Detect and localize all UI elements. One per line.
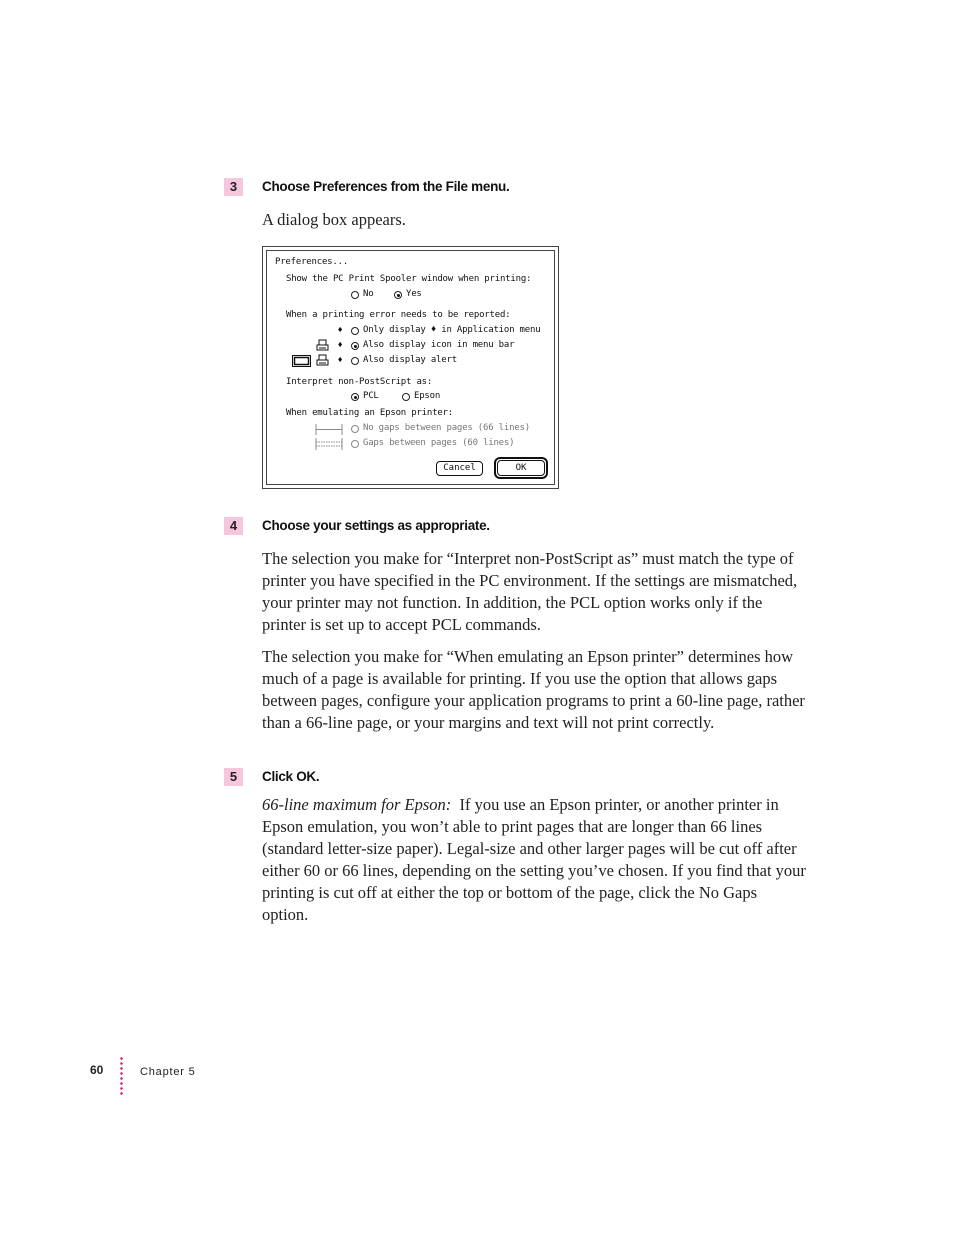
cancel-button[interactable]: Cancel xyxy=(436,461,483,476)
spooler-yes-label: Yes xyxy=(406,289,422,299)
step-note xyxy=(262,794,807,926)
interpret-epson-label: Epson xyxy=(414,391,441,401)
error-option-icon-menu-label: Also display icon in menu bar xyxy=(363,340,515,350)
diamond-icon: ♦ xyxy=(337,326,344,334)
step-number-badge: 5 xyxy=(224,768,243,786)
spooler-question: Show the PC Print Spooler window when printing: xyxy=(286,274,532,284)
alert-window-icon xyxy=(292,355,311,367)
chapter-label: Chapter 5 xyxy=(140,1066,196,1078)
note-text: If you use an Epson printer, or another printer in Epson emulation, you won’t able to print pages that are longer than 66 lines (standard letter-size paper). Legal-size and other larger pages will be cut off after either 60 or 66 lines, depending on the setting you’ve chosen. If you find that your printing is cut off at either the top or bottom of the page, click the No Gaps option. xyxy=(262,795,806,924)
preferences-dialog xyxy=(262,246,559,489)
step-paragraph: The selection you make for “Interpret non-PostScript as” must match the type of printer you have specified in the PC environment. If the settings are mismatched, your printer may not function. In addition, the PCL option works only if the printer is set up to accept PCL commands. xyxy=(262,549,798,634)
gaps-page-icon xyxy=(315,438,343,450)
no-gaps-page-icon xyxy=(315,424,343,435)
diamond-icon: ♦ xyxy=(337,356,344,364)
epson-gaps-radio[interactable] xyxy=(351,440,359,448)
epson-no-gaps-label: No gaps between pages (66 lines) xyxy=(363,423,530,433)
error-option-icon-menu-radio[interactable] xyxy=(351,342,359,350)
epson-question: When emulating an Epson printer: xyxy=(286,408,453,418)
spooler-no-label: No xyxy=(363,289,374,299)
step-text: A dialog box appears. xyxy=(262,210,406,229)
printer-icon xyxy=(316,339,329,352)
error-option-only-display-radio[interactable] xyxy=(351,327,359,335)
epson-no-gaps-radio[interactable] xyxy=(351,425,359,433)
epson-gaps-label: Gaps between pages (60 lines) xyxy=(363,438,515,448)
interpret-question: Interpret non-PostScript as: xyxy=(286,377,433,387)
interpret-epson-radio[interactable] xyxy=(402,393,410,401)
printer-icon xyxy=(316,354,329,367)
error-question: When a printing error needs to be reported: xyxy=(286,310,511,320)
step-title: Click OK. xyxy=(262,769,320,784)
spooler-yes-radio[interactable] xyxy=(394,291,402,299)
step-title: Choose your settings as appropriate. xyxy=(262,518,490,533)
note-label: 66-line maximum for Epson: xyxy=(262,795,452,814)
error-option-alert-label: Also display alert xyxy=(363,355,457,365)
step-number-badge: 3 xyxy=(224,178,243,196)
interpret-pcl-label: PCL xyxy=(363,391,379,401)
error-option-only-display-label: Only display ♦ in Application menu xyxy=(363,325,541,335)
interpret-pcl-radio[interactable] xyxy=(351,393,359,401)
step-title: Choose Preferences from the File menu. xyxy=(262,179,510,194)
step-paragraph: The selection you make for “When emulating an Epson printer” determines how much of a page is available for printing. If you use the option that allows gaps between pages, configure your application programs to print a 60-line page, rather than a 66-line page, or your margins and text will not print correctly. xyxy=(262,647,805,732)
page-number: 60 xyxy=(90,1063,104,1077)
error-option-alert-radio[interactable] xyxy=(351,357,359,365)
spooler-no-radio[interactable] xyxy=(351,291,359,299)
dialog-inner-frame xyxy=(266,250,555,485)
ok-button[interactable]: OK xyxy=(497,460,545,476)
diamond-icon: ♦ xyxy=(337,341,344,349)
step-number-badge: 4 xyxy=(224,517,243,535)
footer-dotted-rule xyxy=(120,1056,123,1096)
dialog-title: Preferences... xyxy=(275,257,349,267)
